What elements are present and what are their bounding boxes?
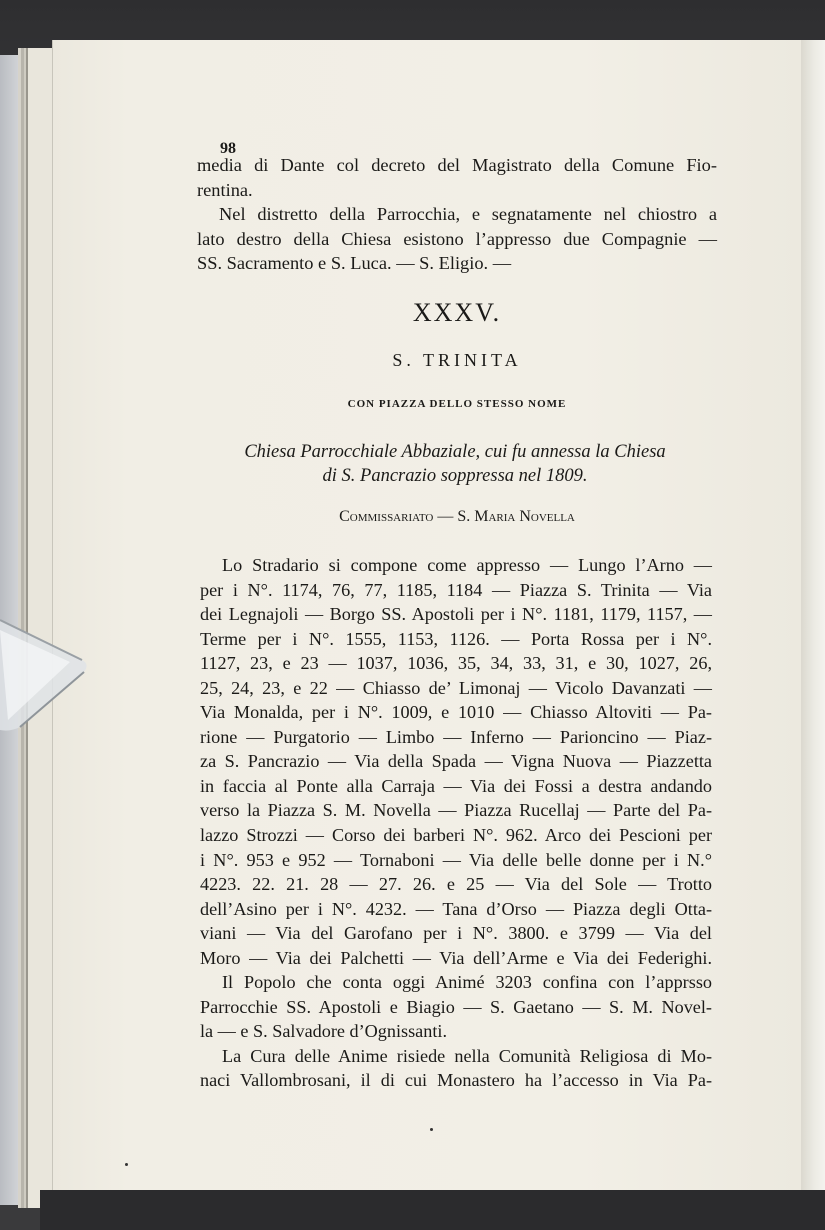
- text-line: za S. Pancrazio — Via della Spada — Vigna Nuova — Piazzetta: [200, 751, 712, 772]
- plastic-bookmark-clip: [0, 612, 95, 732]
- bottom-shadow: [40, 1190, 825, 1230]
- right-page-edge: [798, 40, 825, 1200]
- section-title: S. TRINITA: [392, 350, 522, 370]
- commissariato-heading: Commissariato — S. Maria Novella: [339, 508, 575, 525]
- text-line: Il Popolo che conta oggi Animé 3203 confina con l’apprsso: [222, 972, 712, 993]
- text-line: Lo Stradario si compone come appresso — Lungo l’Arno —: [222, 555, 712, 575]
- text-line: naci Vallombrosani, il di cui Monastero ha l’accesso in Via Pa-: [200, 1070, 712, 1091]
- text-line: rione — Purgatorio — Limbo — Inferno — Parioncino — Piaz-: [200, 726, 712, 747]
- text-line: 1127, 23, e 23 — 1037, 1036, 35, 34, 33, 31, e 30, 1027, 26,: [200, 653, 712, 674]
- text-line: la — e S. Salvadore d’Ognissanti.: [200, 1021, 448, 1042]
- text-line: SS. Sacramento e S. Luca. — S. Eligio. —: [197, 253, 512, 274]
- text-line: 4223. 22. 21. 28 — 27. 26. e 25 — Via del Sole — Trotto: [200, 874, 712, 895]
- text-line: Via Monalda, per i N°. 1009, e 1010 — Chiasso Altoviti — Pa-: [200, 702, 712, 723]
- page-number: 98: [220, 140, 236, 157]
- text-line: rentina.: [197, 179, 253, 200]
- text-line: lazzo Strozzi — Corso dei barberi N°. 962. Arco dei Pescioni per: [200, 825, 712, 846]
- text-line: dei Legnajoli — Borgo SS. Apostoli per i N°. 1181, 1179, 1157, —: [200, 604, 712, 625]
- paper-speck: [125, 1163, 128, 1166]
- text-line: 25, 24, 23, e 22 — Chiasso de’ Limonaj — Vicolo Davanzati —: [200, 677, 712, 698]
- italic-line: Chiesa Parrocchiale Abbaziale, cui fu annessa la Chiesa: [244, 442, 666, 462]
- stradario-paragraph: [200, 553, 712, 1093]
- intro-paragraph: [197, 153, 717, 276]
- text-line: viani — Via del Garofano per i N°. 3800. e 3799 — Via del: [200, 923, 712, 944]
- section-subtitle: CON PIAZZA DELLO STESSO NOME: [347, 398, 567, 410]
- text-line: i N°. 953 e 952 — Tornaboni — Via delle belle donne per i N.°: [200, 849, 712, 870]
- text-line: La Cura delle Anime risiede nella Comunità Religiosa di Mo-: [222, 1045, 712, 1066]
- text-line: verso la Piazza S. M. Novella — Piazza Rucellaj — Parte del Pa-: [200, 800, 712, 821]
- section-numeral: XXXV.: [412, 298, 502, 327]
- text-line: in faccia al Ponte alla Carraja — Via dei Fossi a destra andando: [200, 775, 712, 796]
- text-line: Parrocchie SS. Apostoli e Biagio — S. Gaetano — S. M. Novel-: [200, 996, 712, 1017]
- church-description: [225, 440, 685, 488]
- italic-line: di S. Pancrazio soppressa nel 1809.: [322, 466, 588, 486]
- text-line: dell’Asino per i N°. 4232. — Tana d’Orso — Piazza degli Otta-: [200, 898, 712, 919]
- text-line: Nel distretto della Parrocchia, e segnatamente nel chiostro a: [219, 204, 717, 225]
- text-line: Moro — Via dei Palchetti — Via dell’Arme e Via dei Federighi.: [200, 947, 712, 968]
- text-line: Terme per i N°. 1555, 1153, 1126. — Porta Rossa per i N°.: [200, 628, 712, 649]
- text-line: lato destro della Chiesa esistono l’appresso due Compagnie —: [197, 228, 717, 249]
- text-line: media di Dante col decreto del Magistrato della Comune Fio-: [197, 155, 717, 175]
- paper-speck: [430, 1128, 433, 1131]
- text-line: per i N°. 1174, 76, 77, 1185, 1184 — Piazza S. Trinita — Via: [200, 579, 712, 600]
